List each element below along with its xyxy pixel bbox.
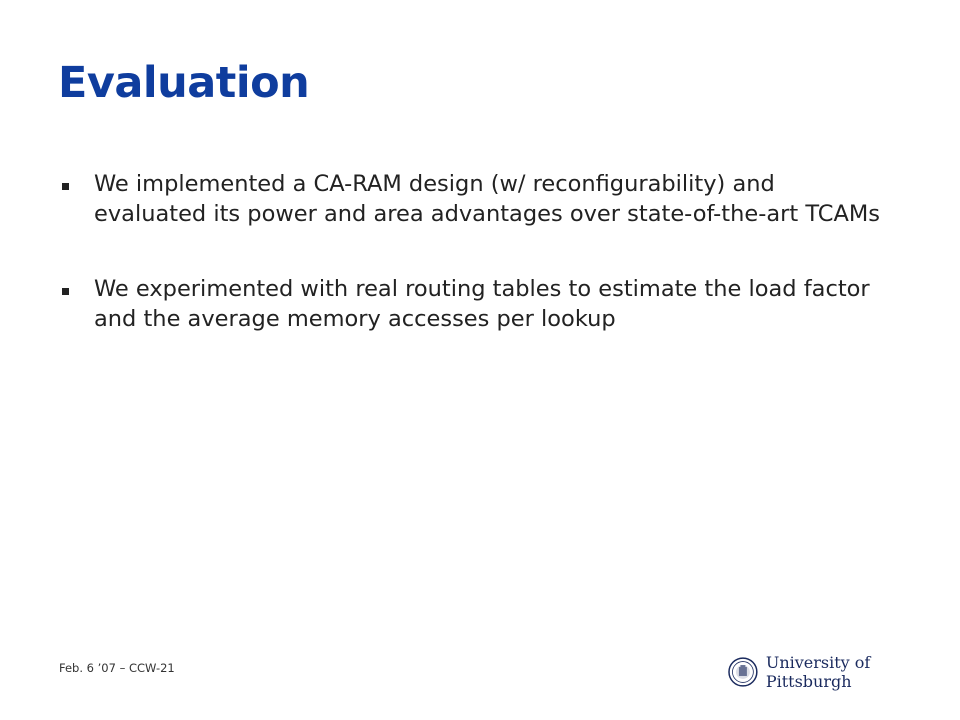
bullet-list xyxy=(58,170,888,381)
square-bullet-icon xyxy=(62,288,69,295)
footer-date-label: Feb. 6 ’07 – CCW-21 xyxy=(59,661,175,675)
university-logo xyxy=(728,654,960,690)
bullet-item xyxy=(58,170,888,229)
slide-title: Evaluation xyxy=(58,58,310,108)
square-bullet-icon xyxy=(62,183,69,190)
bullet-text: We implemented a CA-RAM design (w/ reconfigurability) and evaluated its power and area advantages over state-of-the-art TCAMs xyxy=(94,171,880,227)
university-name: University of Pittsburgh xyxy=(765,653,871,691)
bullet-item xyxy=(58,275,888,334)
bullet-text: We experimented with real routing tables to estimate the load factor and the average memory accesses per lookup xyxy=(94,276,870,333)
university-seal-icon xyxy=(728,657,758,687)
